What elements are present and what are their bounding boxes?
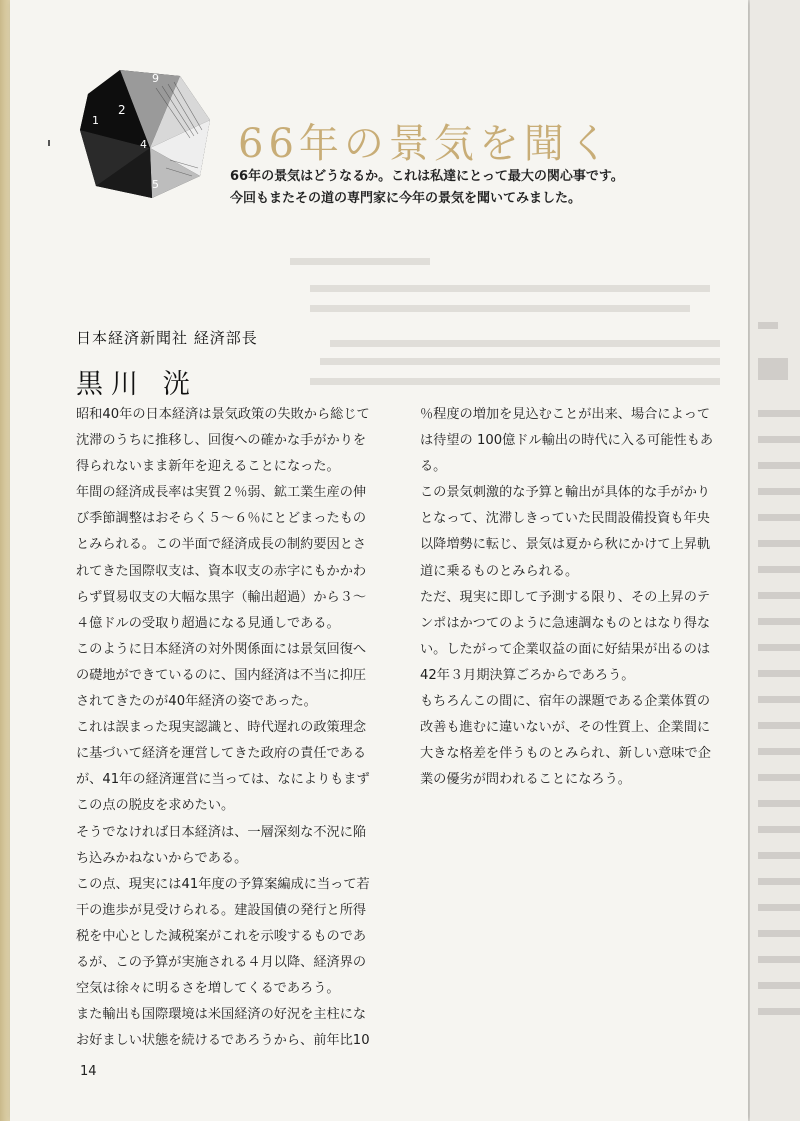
adjacent-text-fragment — [758, 618, 800, 625]
author-name: 黒川 洸 — [76, 369, 198, 400]
body-line: 道に乗るものとみられる。 — [420, 563, 579, 579]
body-line: ％程度の増加を見込むことが出来、場合によって — [420, 407, 711, 422]
adjacent-text-fragment — [758, 722, 800, 729]
body-line: が、41年の経済運営に当っては、なによりもまず — [76, 772, 370, 788]
adjacent-text-fragment — [758, 956, 800, 963]
body-line: い。したがって企業収益の面に好結果が出るのは — [420, 641, 711, 657]
adjacent-text-fragment — [758, 696, 800, 703]
adjacent-text-fragment — [758, 358, 788, 380]
author-affiliation: 日本経済新聞社 経済部長 — [76, 329, 258, 347]
binding-edge — [0, 0, 10, 1121]
body-line: 以降増勢に転じ、景気は夏から秋にかけて上昇軌 — [420, 537, 711, 553]
body-line: お好ましい状態を続けるであろうから、前年比10 — [76, 1033, 370, 1049]
body-line: 大きな格差を伴うものとみられ、新しい意味で企 — [420, 746, 711, 762]
polyhedron-die-icon — [80, 68, 212, 200]
body-line: ただ、現実に即して予測する限り、その上昇のテ — [420, 589, 711, 605]
adjacent-text-fragment — [758, 514, 800, 521]
adjacent-text-fragment — [758, 826, 800, 833]
body-line: また輸出も国際環境は米国経済の好況を主柱にな — [76, 1007, 367, 1023]
body-line: に基づいて経済を運営してきた政府の責任である — [76, 746, 367, 762]
article-logo — [80, 68, 212, 204]
body-line: 空気は徐々に明るさを増してくるであろう。 — [76, 981, 340, 997]
body-line: 昭和40年の日本経済は景気政策の失敗から総じて — [76, 407, 370, 422]
adjacent-text-fragment — [758, 462, 800, 469]
body-line: の礎地ができているのに、国内経済は不当に抑圧 — [76, 667, 367, 683]
bleed-through-line — [310, 285, 710, 292]
body-line: そうでなければ日本経済は、一層深刻な不況に陥 — [76, 824, 367, 840]
body-line: この点、現実には41年度の予算案編成に当って若 — [76, 876, 370, 892]
body-line: るが、この予算が実施される４月以降、経済界の — [76, 954, 367, 970]
die-number-2: 2 — [118, 103, 126, 117]
body-line: れてきた国際収支は、資本収支の赤字にもかかわ — [76, 563, 367, 579]
body-line: 42年３月期決算ごろからであろう。 — [420, 667, 635, 683]
die-number-1: 1 — [92, 114, 99, 127]
body-line: これは誤まった現実認識と、時代遅れの政策理念 — [76, 720, 367, 736]
adjacent-text-fragment — [758, 540, 800, 547]
body-line: 業の優劣が問われることになろう。 — [420, 772, 631, 788]
body-line: ち込みかねないからである。 — [76, 850, 248, 866]
body-column-right — [420, 402, 740, 793]
body-line: もちろんこの間に、宿年の課題である企業体質の — [420, 694, 711, 710]
adjacent-text-fragment — [758, 878, 800, 885]
bleed-through-line — [310, 378, 720, 385]
adjacent-page-edge — [750, 0, 800, 1121]
body-line: び季節調整はおそらく５～６％にとどまったもの — [76, 511, 367, 527]
lead-line: 今回もまたその道の専門家に今年の景気を聞いてみました。 — [230, 191, 582, 206]
adjacent-text-fragment — [758, 436, 800, 443]
die-number-4: 4 — [140, 138, 147, 151]
adjacent-text-fragment — [758, 566, 800, 573]
adjacent-text-fragment — [758, 322, 778, 329]
bleed-through-line — [290, 258, 430, 265]
adjacent-text-fragment — [758, 644, 800, 651]
body-line: 得られないまま新年を迎えることになった。 — [76, 459, 340, 475]
adjacent-text-fragment — [758, 410, 800, 417]
die-number-9: 9 — [152, 72, 159, 85]
adjacent-text-fragment — [758, 1008, 800, 1015]
die-number-5: 5 — [152, 178, 159, 191]
adjacent-text-fragment — [758, 904, 800, 911]
adjacent-text-fragment — [758, 488, 800, 495]
body-line: この点の脱皮を求めたい。 — [76, 798, 235, 814]
lead-line: 66年の景気はどうなるか。これは私達にとって最大の関心事です。 — [230, 169, 624, 184]
body-line: 改善も進むに違いないが、その性質上、企業間に — [420, 720, 711, 736]
bleed-through-line — [310, 305, 690, 312]
adjacent-text-fragment — [758, 852, 800, 859]
body-line: 税を中心とした減税案がこれを示唆するものであ — [76, 928, 367, 944]
body-column-left — [76, 402, 402, 1054]
adjacent-text-fragment — [758, 774, 800, 781]
adjacent-text-fragment — [758, 748, 800, 755]
body-line: 沈滞のうちに推移し、回復への確かな手がかりを — [76, 433, 367, 449]
article-title: 66年の景気を聞く — [238, 121, 614, 167]
page-number: 14 — [80, 1064, 97, 1079]
bleed-through-line — [330, 340, 720, 347]
body-line: ４億ドルの受取り超過になる見通しである。 — [76, 615, 340, 631]
adjacent-text-fragment — [758, 800, 800, 807]
adjacent-text-fragment — [758, 982, 800, 989]
body-line: とみられる。この半面で経済成長の制約要因とさ — [76, 537, 367, 553]
body-line: されてきたのが40年経済の姿であった。 — [76, 694, 317, 710]
adjacent-text-fragment — [758, 592, 800, 599]
adjacent-text-fragment — [758, 930, 800, 937]
lead-text — [230, 166, 710, 210]
body-line: は待望の 100億ドル輸出の時代に入る可能性もあ — [420, 433, 714, 449]
stray-mark — [48, 140, 50, 146]
body-line: らず貿易収支の大幅な黒字（輸出超過）から３～ — [76, 589, 367, 605]
body-line: る。 — [420, 459, 447, 475]
body-line: ンポはかつてのように急速調なものとはなり得な — [420, 615, 711, 631]
body-line: 年間の経済成長率は実質２％弱、鉱工業生産の伸 — [76, 485, 367, 501]
adjacent-text-fragment — [758, 670, 800, 677]
bleed-through-line — [320, 358, 720, 365]
body-line: この景気刺激的な予算と輸出が具体的な手がかり — [420, 485, 711, 501]
body-line: となって、沈滞しきっていた民間設備投資も年央 — [420, 511, 710, 527]
body-line: 干の進歩が見受けられる。建設国債の発行と所得 — [76, 902, 367, 918]
body-line: このように日本経済の対外関係面には景気回復へ — [76, 641, 367, 657]
